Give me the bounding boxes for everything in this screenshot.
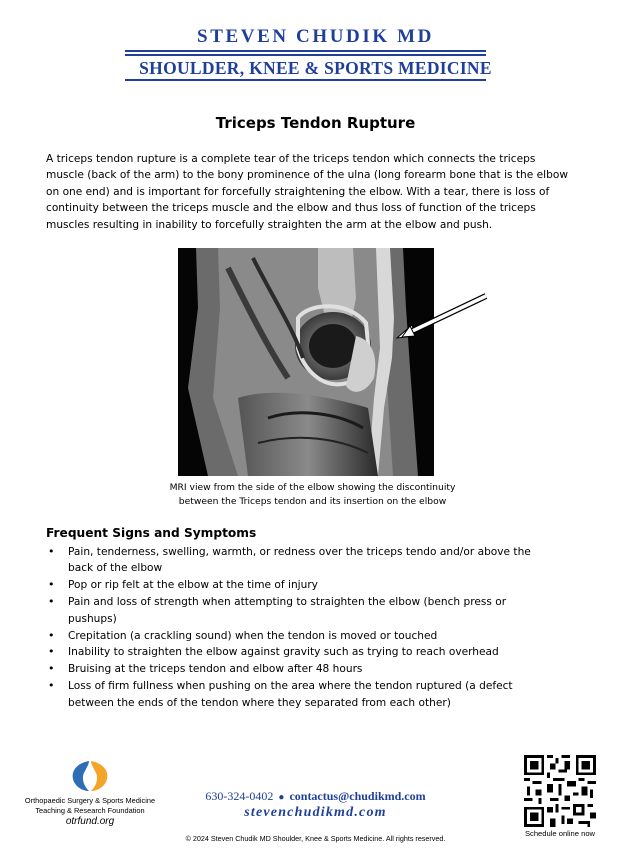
bullet-icon: • (48, 545, 55, 558)
header-rule (125, 54, 486, 56)
list-item (46, 577, 546, 593)
header-rule (125, 50, 486, 52)
bullet-icon: • (48, 595, 55, 609)
qr-caption: Schedule online now (524, 829, 596, 838)
symptoms-heading: Frequent Signs and Symptoms (46, 526, 257, 540)
list-item (46, 678, 546, 711)
otrf-logo-icon (69, 759, 111, 793)
caption-line: between the Triceps tendon and its insertion on the elbow (178, 496, 447, 507)
page-title: Triceps Tendon Rupture (215, 114, 416, 132)
list-item-text: Pop or rip felt at the elbow at the time of injury (68, 579, 318, 592)
bullet-icon: • (48, 679, 55, 693)
list-item (46, 544, 546, 577)
bullet-icon: • (48, 645, 55, 659)
brand-name: STEVEN CHUDIK MD (197, 26, 434, 47)
qr-code-icon[interactable] (524, 755, 596, 827)
list-item-text: Pain, tenderness, swelling, warmth, or redness over the triceps tendo and/or above the back of the elbow (68, 546, 531, 575)
caption-line: MRI view from the side of the elbow showing the discontinuity (169, 482, 456, 493)
list-item (46, 661, 546, 677)
list-item (46, 594, 546, 627)
phone-link[interactable]: 630-324-0402 (205, 789, 274, 803)
elbow-mri-image (178, 248, 434, 476)
header-rule (125, 79, 486, 81)
foundation-line: Orthopaedic Surgery & Sports Medicine (24, 796, 156, 805)
symptoms-list (46, 544, 546, 712)
bullet-icon: • (48, 628, 55, 642)
bullet-icon: • (48, 662, 55, 676)
list-item-text: Crepitation (a crackling sound) when the tendon is moved or touched (68, 629, 438, 642)
list-item-text: Loss of firm fullness when pushing on the area where the tendon ruptured (a defect between the ends of the tendon where they separated from each other) (68, 680, 513, 709)
arrow-icon (400, 290, 492, 342)
website-link[interactable]: stevenchudikmd.com (244, 805, 387, 820)
bullet-icon: • (48, 578, 55, 592)
list-item (46, 644, 546, 660)
brand-tagline: SHOULDER, KNEE & SPORTS MEDICINE (139, 58, 492, 78)
list-item-text: Pain and loss of strength when attempting to straighten the elbow (bench press or pushups) (68, 596, 507, 625)
foundation-line: Teaching & Research Foundation (35, 806, 145, 815)
intro-paragraph: A triceps tendon rupture is a complete tear of the triceps tendon which connects the triceps muscle (back of the arm) to the bony prominence of the ulna (long forearm bone that is the elbow on one end) and is important for forcefully straightening the elbow. With a tear, there is loss of continuity between the triceps muscle and the elbow and thus loss of function of the triceps muscles resulting in inability to forcefully straighten the arm at the elbow and push. (46, 153, 568, 231)
list-item-text: Bruising at the triceps tendon and elbow after 48 hours (68, 663, 363, 676)
copyright-text: © 2024 Steven Chudik MD Shoulder, Knee & Sports Medicine. All rights reserved. (185, 834, 446, 843)
list-item-text: Inability to straighten the elbow against gravity such as trying to reach overhead (68, 646, 499, 659)
foundation-link[interactable]: otrfund.org (65, 816, 115, 827)
image-caption (130, 481, 495, 509)
email-link[interactable]: contactus@chudikmd.com (289, 789, 426, 803)
separator-dot: ● (278, 792, 285, 803)
list-item (46, 628, 546, 644)
